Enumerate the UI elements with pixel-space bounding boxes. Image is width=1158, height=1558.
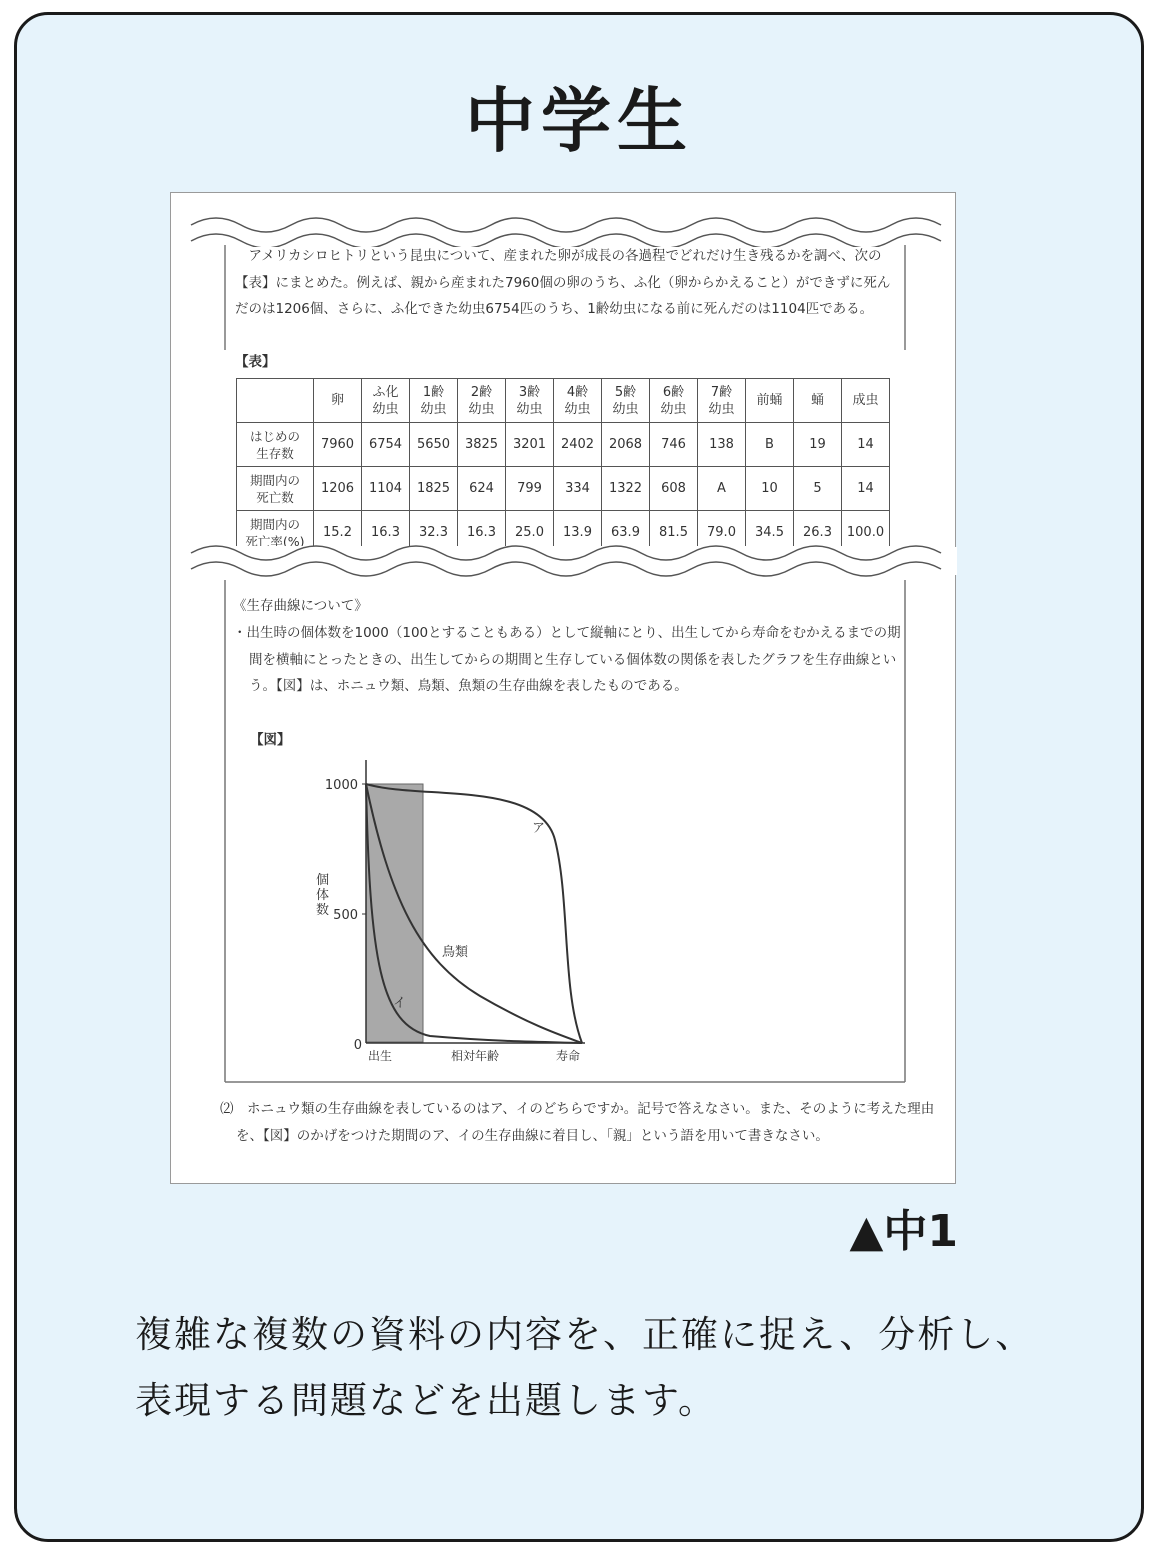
table-cell: 32.3 [410,511,458,547]
table-row [237,423,890,467]
survival-table-clip [236,378,893,546]
table-cell: 138 [698,423,746,467]
table-cell: 16.3 [362,511,410,547]
table-cell: A [698,467,746,511]
table-header-cell [237,379,314,423]
survival-table [236,378,890,546]
table-cell: 3201 [506,423,554,467]
table-header-cell: 2齢 幼虫 [458,379,506,423]
x-tick-label-birth: 出生 [367,1049,393,1063]
table-cell: 14 [842,467,890,511]
table-cell: 746 [650,423,698,467]
y-tick-label-500: 500 [333,908,358,923]
table-header-cell: 7齢 幼虫 [698,379,746,423]
table-row-header: はじめの 生存数 [237,423,314,467]
table-header-cell: 蛹 [794,379,842,423]
table-cell: 799 [506,467,554,511]
table-row-header: 期間内の 死亡数 [237,467,314,511]
table-label: 【表】 [235,354,276,370]
table-row-header: 期間内の 死亡率(%) [237,511,314,547]
table-row [237,467,890,511]
table-cell: 63.9 [602,511,650,547]
table-header-cell: 5齢 幼虫 [602,379,650,423]
survival-curve-chart [300,760,620,1070]
y-tick-label-0: 0 [353,1038,362,1053]
table-cell: 1104 [362,467,410,511]
curve-label-bird: 鳥類 [442,945,469,960]
table-cell: 19 [794,423,842,467]
intro-text: アメリカシロヒトリという昆虫について、産まれた卵が成長の各過程でどれだけ生き残るかを調べ、次の【表】にまとめた。例えば、親から産まれた7960個の卵のうち、ふ化（卵からかえること）ができずに死んだのは1206個、さらに、ふ化できた幼虫6754匹のうち、1齢幼虫になる前に死んだのは1104匹である。 [235,248,891,317]
x-axis-label: 相対年齢 [450,1049,500,1063]
table-header-cell: 卵 [314,379,362,423]
table-cell: 1206 [314,467,362,511]
table-cell: 79.0 [698,511,746,547]
table-cell: 10 [746,467,794,511]
table-cell: B [746,423,794,467]
curve-label-a: ア [532,821,546,836]
table-row [237,511,890,547]
description: 複雑な複数の資料の内容を、正確に捉え、分析し、表現する問題などを出題します。 [135,1313,1035,1422]
table-cell: 2402 [554,423,602,467]
table-cell: 15.2 [314,511,362,547]
table-header-cell: 1齢 幼虫 [410,379,458,423]
table-cell: 5650 [410,423,458,467]
table-cell: 16.3 [458,511,506,547]
table-cell: 5 [794,467,842,511]
table-cell: 1825 [410,467,458,511]
table-cell: 3825 [458,423,506,467]
table-cell: 608 [650,467,698,511]
table-header-cell: 前蛹 [746,379,794,423]
table-cell: 34.5 [746,511,794,547]
table-cell: 6754 [362,423,410,467]
table-header-cell: ふ化 幼虫 [362,379,410,423]
grade-caption: ▲中1 [849,1206,958,1257]
table-cell: 81.5 [650,511,698,547]
table-header-cell: 6齢 幼虫 [650,379,698,423]
y-axis-label: 個体数 [316,873,330,918]
table-cell: 26.3 [794,511,842,547]
table-cell: 624 [458,467,506,511]
table-cell: 7960 [314,423,362,467]
question-2: ⑵ ホニュウ類の生存曲線を表しているのはア、イのどちらですか。記号で答えなさい。また、そのように考えた理由を、【図】のかげをつけた期間のア、イの生存曲線に着目し、「親」という語を用いて書きなさい。 [220,1101,935,1144]
figure-label: 【図】 [250,732,291,748]
table-header-row [237,379,890,423]
table-cell: 2068 [602,423,650,467]
table-header-cell: 3齢 幼虫 [506,379,554,423]
y-tick-label-1000: 1000 [324,778,358,793]
page-title: 中学生 [465,80,693,162]
section-title: 《生存曲線について》 [233,598,368,614]
table-cell: 100.0 [842,511,890,547]
table-cell: 334 [554,467,602,511]
x-tick-label-lifespan: 寿命 [555,1049,581,1063]
table-cell: 13.9 [554,511,602,547]
table-cell: 14 [842,423,890,467]
table-header-cell: 成虫 [842,379,890,423]
table-header-cell: 4齢 幼虫 [554,379,602,423]
table-cell: 25.0 [506,511,554,547]
table-cell: 1322 [602,467,650,511]
curve-label-i: イ [393,996,407,1011]
survival-curve-explanation: ・出生時の個体数を1000（100とすることもある）として縦軸にとり、出生してから寿命をむかえるまでの期間を横軸にとったときの、出生してからの期間と生存している個体数の関係を表したグラフを生存曲線という。【図】は、ホニュウ類、鳥類、魚類の生存曲線を表したものである。 [233,625,901,694]
